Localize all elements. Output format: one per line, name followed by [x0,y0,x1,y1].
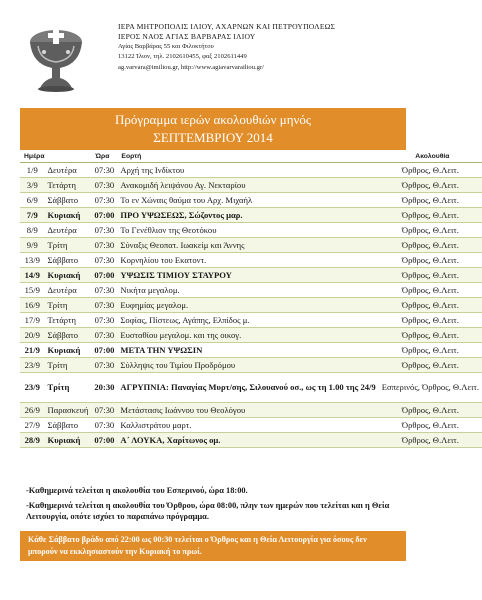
row-time: 07:30 [91,297,117,312]
row-feast: ΜΕΤΑ ΤΗΝ ΥΨΩΣΙΝ [117,342,378,357]
row-day: Κυριακή [45,432,92,447]
row-date: 20/9 [20,327,45,342]
row-time: 07:30 [91,402,117,417]
schedule-month: ΣΕΠΤΕΜΒΡΙΟΥ 2014 [153,130,273,145]
row-date: 16/9 [20,297,45,312]
row-feast: ΥΨΩΣΙΣ ΤΙΜΙΟΥ ΣΤΑΥΡΟΥ [117,267,378,282]
row-date: 7/9 [20,207,45,222]
row-time: 07:30 [91,252,117,267]
table-row [20,207,482,222]
row-time: 07:30 [91,282,117,297]
row-time: 07:30 [91,222,117,237]
table-header-row [20,151,482,162]
row-service: Όρθρος, Θ.Λειτ. [379,177,482,192]
row-date: 28/9 [20,432,45,447]
row-service: Όρθρος, Θ.Λειτ. [379,222,482,237]
row-time: 20:30 [91,372,117,402]
table-row [20,432,482,447]
table-row [20,192,482,207]
table-row [20,342,482,357]
row-feast: Το Γενέθλιον της Θεοτόκου [117,222,378,237]
vespers-note: -Καθημερινά τελείται η ακολουθία του Εσπερινού, ώρα 18:00. [26,486,248,495]
table-row [20,327,482,342]
row-day: Τρίτη [45,372,92,402]
row-date: 26/9 [20,402,45,417]
row-day: Κυριακή [45,267,92,282]
diocese-name: ΙΕΡΑ ΜΗΤΡΟΠΟΛΙΣ ΙΛΙΟΥ, ΑΧΑΡΝΩΝ ΚΑΙ ΠΕΤΡΟΥΠΟΛΕΩΣ [118,22,336,31]
row-feast: Σύναξις Θεοπατ. Ιωακείμ και Άννης [117,237,378,252]
row-feast: Καλλιστράτου μαρτ. [117,417,378,432]
row-day: Τρίτη [45,357,92,372]
table-row [20,177,482,192]
table-row [20,222,482,237]
row-date: 9/9 [20,237,45,252]
row-service: Όρθρος, Θ.Λειτ. [379,252,482,267]
row-service: Όρθρος, Θ.Λειτ. [379,297,482,312]
row-day: Σάββατο [45,192,92,207]
row-service: Όρθρος, Θ.Λειτ. [379,207,482,222]
row-day: Τρίτη [45,237,92,252]
header-time: Ώρα [91,151,117,162]
row-date: 1/9 [20,162,45,177]
row-date: 14/9 [20,267,45,282]
row-day: Σάββατο [45,252,92,267]
row-service: Όρθρος, Θ.Λειτ. [379,267,482,282]
row-day: Τετάρτη [45,312,92,327]
row-day: Κυριακή [45,342,92,357]
row-date: 27/9 [20,417,45,432]
row-feast: Αρχή της Ινδίκτου [117,162,378,177]
row-day: Δευτέρα [45,222,92,237]
matins-note: -Καθημερινά τελείται η ακολουθία του Όρθρου, ώρα 08:00, πλην των ημερών που τελείται και η Θεία Λειτουργία, οπότε ισχύει το παραπάνω πρόγραμμα. [26,500,390,521]
row-day: Παρασκευή [45,402,92,417]
table-row [20,372,482,402]
table-row [20,402,482,417]
table-row [20,252,482,267]
table-row [20,312,482,327]
contact-line: ag.varvara@imiliou.gr, http://www.agiavarvarailiou.gr/ [118,64,265,71]
row-time: 07:30 [91,417,117,432]
row-date: 23/9 [20,372,45,402]
header-day-blank [45,151,92,162]
table-row [20,282,482,297]
row-day: Τετάρτη [45,177,92,192]
row-day: Τρίτη [45,297,92,312]
row-date: 15/9 [20,282,45,297]
table-row [20,417,482,432]
services-table [20,151,482,448]
row-service: Όρθρος, Θ.Λειτ. [379,192,482,207]
row-time: 07:30 [91,357,117,372]
row-service: Όρθρος, Θ.Λειτ. [379,327,482,342]
row-time: 07:30 [91,192,117,207]
row-time: 07:30 [91,177,117,192]
header-service: Ακολουθία [379,151,482,162]
row-service: Εσπερινός, Όρθρος, Θ.Λειτ. [379,372,482,402]
row-service: Όρθρος, Θ.Λειτ. [379,282,482,297]
row-feast: Α΄ ΛΟΥΚΑ, Χαρίτωνος ομ. [117,432,378,447]
row-service: Όρθρος, Θ.Λειτ. [379,237,482,252]
row-feast: Κορνηλίου του Εκατοντ. [117,252,378,267]
row-feast: Ευσταθίου μεγαλομ. και της οικογ. [117,327,378,342]
row-service: Όρθρος, Θ.Λειτ. [379,162,482,177]
row-day: Δευτέρα [45,162,92,177]
row-service: Όρθρος, Θ.Λειτ. [379,357,482,372]
row-service: Όρθρος, Θ.Λειτ. [379,342,482,357]
row-feast: Ευφημίας μεγαλομ. [117,297,378,312]
row-feast: Σοφίας, Πίστεως, Αγάπης, Ελπίδος μ. [117,312,378,327]
row-date: 6/9 [20,192,45,207]
row-time: 07:00 [91,207,117,222]
table-row [20,237,482,252]
row-service: Όρθρος, Θ.Λειτ. [379,432,482,447]
row-time: 07:00 [91,342,117,357]
phone-line: 13122 Ίλιον, τηλ. 2102610455, φαξ 2102611449 [118,52,247,60]
row-feast: Νικήτα μεγαλομ. [117,282,378,297]
row-date: 17/9 [20,312,45,327]
row-time: 07:30 [91,327,117,342]
row-day: Κυριακή [45,207,92,222]
saturday-night-notice: Κάθε Σάββατο βράδυ από 22:00 ως 00:30 τελείται ο Όρθρος και η Θεία Λειτουργία για όσους δεν μπορούν να εκκλησιαστούν την Κυριακή το πρωί. [20,531,406,561]
row-day: Σάββατο [45,327,92,342]
document-header [22,14,412,104]
schedule-title: Πρόγραμμα ιερών ακολουθιών μηνός [114,112,312,127]
table-row [20,267,482,282]
row-day: Σάββατο [45,417,92,432]
row-feast: ΠΡΟ ΥΨΩΣΕΩΣ, Σώζοντος μαρ. [117,207,378,222]
row-date: 8/9 [20,222,45,237]
notes-section [26,485,404,526]
row-date: 13/9 [20,252,45,267]
row-feast: ΑΓΡΥΠΝΙΑ: Παναγίας Μυρτ/σης, Σιλουανού οσ., ως τη 1.00 της 24/9 [117,372,378,402]
row-time: 07:00 [91,267,117,282]
row-feast: Σύλληψις του Τιμίου Προδρόμου [117,357,378,372]
row-day: Δευτέρα [45,282,92,297]
row-time: 07:00 [91,432,117,447]
address-line: Αγίας Βαρβάρας 55 και Φιλοκτήτου [118,43,214,50]
church-name: ΙΕΡΟΣ ΝΑΟΣ ΑΓΙΑΣ ΒΑΡΒΑΡΑΣ ΙΛΙΟΥ [118,32,256,41]
row-date: 21/9 [20,342,45,357]
row-date: 23/9 [20,357,45,372]
row-time: 07:30 [91,312,117,327]
header-date: Ημέρα [20,151,45,162]
row-time: 07:30 [91,237,117,252]
row-feast: Το εν Χώναις θαύμα του Αρχ. Μιχαήλ [117,192,378,207]
row-feast: Μετάστασις Ιωάννου του Θεολόγου [117,402,378,417]
row-time: 07:30 [91,162,117,177]
row-service: Όρθρος, Θ.Λειτ. [379,417,482,432]
table-row [20,162,482,177]
row-service: Όρθρος, Θ.Λειτ. [379,402,482,417]
schedule-banner [20,108,406,150]
row-date: 3/9 [20,177,45,192]
header-feast: Εορτή [117,151,378,162]
church-chalice-logo-icon [22,20,90,94]
row-service: Όρθρος, Θ.Λειτ. [379,312,482,327]
row-feast: Ανακομιδή λειψάνου Αγ. Νεκταρίου [117,177,378,192]
table-row [20,357,482,372]
table-row [20,297,482,312]
